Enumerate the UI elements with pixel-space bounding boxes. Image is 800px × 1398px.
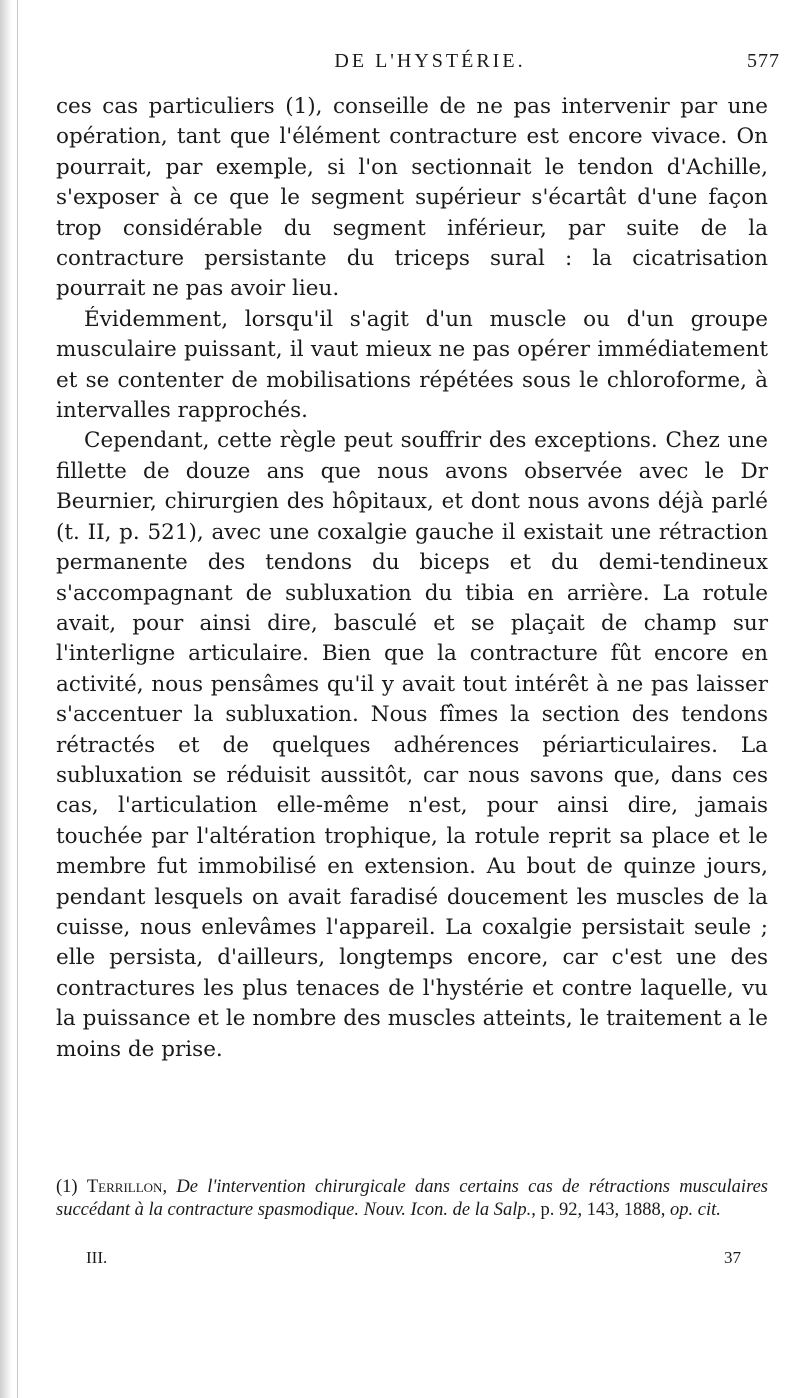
footnote-details: , p. 92, 143, 1888, [531,1200,671,1220]
page-edge-shadow [0,0,12,1398]
footnote-marker: (1) [56,1177,87,1197]
paragraph-2: Évidemment, lorsqu'il s'agit d'un muscle ou d'un groupe musculaire puissant, il vaut mieux ne pas opérer immédiatement et se contenter de mobilisations répétées sous le chloroforme, à intervalles rapprochés. [56,306,768,424]
body-text [56,92,768,1065]
footnote-reference: op. cit. [670,1200,721,1220]
footnote-separator: , [162,1177,177,1197]
signature-mark: III. [86,1248,108,1267]
signature-number: 37 [724,1248,741,1267]
footnote [56,1176,768,1222]
footnote-author: Terrillon [86,1177,163,1197]
running-head: DE L'HYSTÉRIE. [334,50,526,72]
page-edge-line [17,0,18,1398]
footnote-title: De l'intervention chirurgicale dans certains cas de rétractions musculaires succédant à la contracture spasmodique. Nouv. Icon. de la Salp. [56,1177,768,1220]
page-number: 577 [747,50,780,72]
paragraph-3: Cependant, cette règle peut souffrir des exceptions. Chez une fillette de douze ans que nous avons observée avec le Dr Beurnier, chirurgien des hôpitaux, et dont nous avons déjà parlé (t. II, p. 521), avec une coxalgie gauche il existait une rétraction permanente des tendons du biceps et du demi-tendineux s'accompagnant de subluxation du tibia en arrière. La rotule avait, pour ainsi dire, basculé et se plaçait de champ sur l'interligne articulaire. Bien que la contracture fût encore en activité, nous pensâmes qu'il y avait tout intérêt à ne pas laisser s'accentuer la subluxation. Nous fîmes la section des tendons rétractés et de quelques adhérences périarticulaires. La subluxation se réduisit aussitôt, car nous savons que, dans ces cas, l'articulation elle-même n'est, pour ainsi dire, jamais touchée par l'altération trophique, la rotule reprit sa place et le membre fut immobilisé en extension. Au bout de quinze jours, pendant lesquels on avait faradisé doucement les muscles de la cuisse, nous enlevâmes l'appareil. La coxalgie persistait seule ; elle persista, d'ailleurs, longtemps encore, car c'est une des contractures les plus tenaces de l'hystérie et contre laquelle, vu la puissance et le nombre des muscles atteints, le traitement a le moins de prise. [56,428,768,1062]
page-footer [86,1248,741,1270]
paragraph-1: ces cas particuliers (1), conseille de ne pas intervenir par une opération, tant que l'élément contracture est encore vivace. On pourrait, par exemple, si l'on sectionnait le tendon d'Achille, s'exposer à ce que le segment supérieur s'écartât d'une façon trop considérable du segment inférieur, par suite de la contracture persistante du triceps sural : la cicatrisation pourrait ne pas avoir lieu. [56,94,768,302]
page-header [80,50,780,78]
